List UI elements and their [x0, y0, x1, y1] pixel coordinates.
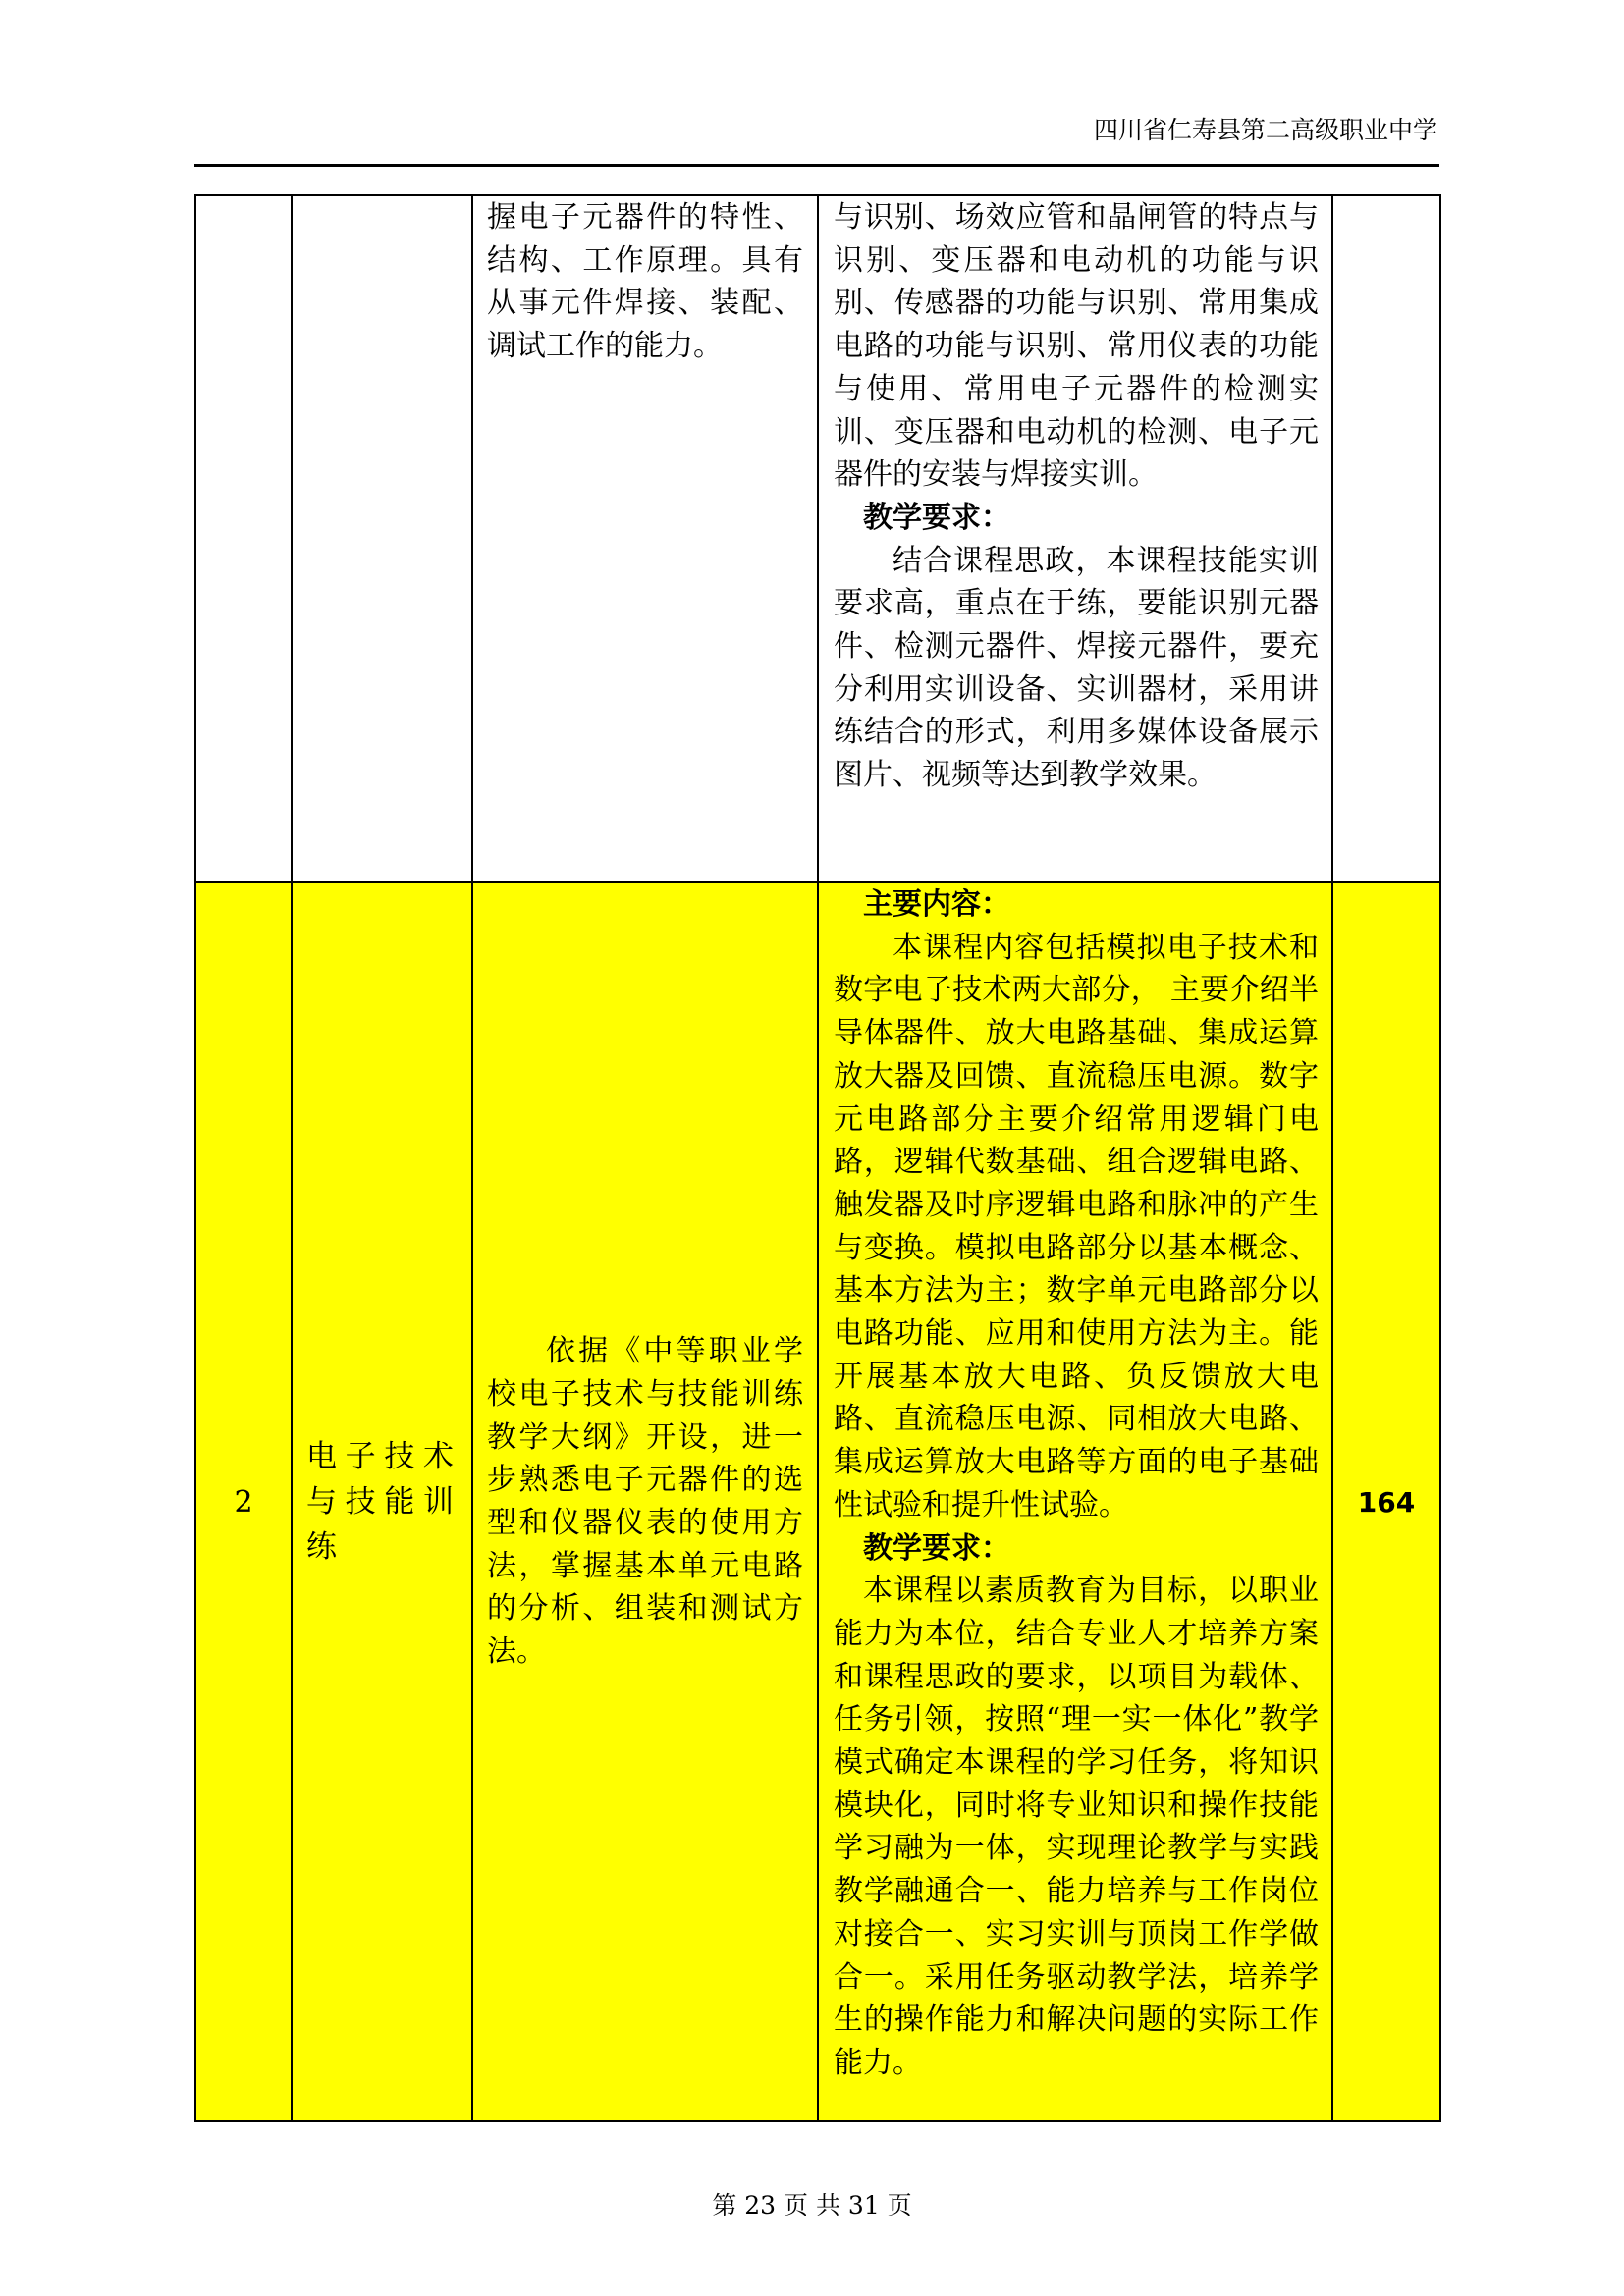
content-cell [818, 882, 1332, 2121]
objective-text: 依据《中等职业学校电子技术与技能训练教学大纲》开设，进一步熟悉电子元器件的选型和仪器仪表的使用方法，掌握基本单元电路的分析、组装和测试方法。 [487, 1334, 803, 1670]
requirements-heading: 教学要求： [863, 500, 1010, 535]
requirements-text: 结合课程思政，本课程技能实训要求高，重点在于练，要能识别元器件、检测元器件、焊接元器件，要充分利用实训设备、实训器材，采用讲练结合的形式，利用多媒体设备展示图片、视频等达到教学效果。 [834, 543, 1319, 793]
content-cell [818, 195, 1332, 882]
objective-cell [472, 882, 818, 2121]
course-name-cell [292, 882, 472, 2121]
header-divider [194, 164, 1439, 167]
table-row [195, 195, 1440, 882]
content-text: 与识别、场效应管和晶闸管的特点与识别、变压器和电动机的功能与识别、传感器的功能与识别、常用集成电路的功能与识别、常用仪表的功能与使用、常用电子元器件的检测实训、变压器和电动机的检测、电子元器件的安装与焊接实训。 [834, 200, 1319, 493]
hours-cell [1332, 195, 1440, 882]
objective-cell [472, 195, 818, 882]
number-cell [195, 195, 292, 882]
content-text: 本课程内容包括模拟电子技术和数字电子技术两大部分， 主要介绍半导体器件、放大电路基础、集成运算放大器及回馈、直流稳压电源。数字元电路部分主要介绍常用逻辑门电路，逻辑代数基础、组合逻辑电路、触发器及时序逻辑电路和脉冲的产生与变换。模拟电路部分以基本概念、基本方法为主；数字单元电路部分以电路功能、应用和使用方法为主。能开展基本放大电路、负反馈放大电路、直流稳压电源、同相放大电路、集成运算放大电路等方面的电子基础性试验和提升性试验。 [834, 930, 1319, 1522]
page-number-footer: 第 23 页 共 31 页 [712, 2191, 912, 2219]
table-row [195, 882, 1440, 2121]
hours-cell: 164 [1332, 882, 1440, 2121]
number-cell: 2 [195, 882, 292, 2121]
requirements-heading: 教学要求： [863, 1530, 1010, 1566]
course-table [194, 194, 1441, 2122]
objective-text: 握电子元器件的特性、结构、工作原理。具有从事元件焊接、装配、调试工作的能力。 [487, 200, 803, 364]
course-name-cell [292, 195, 472, 882]
requirements-text: 本课程以素质教育为目标，以职业能力为本位，结合专业人才培养方案和课程思政的要求，以项目为载体、任务引领，按照“理一实一体化”教学模式确定本课程的学习任务，将知识模块化，同时将专业知识和操作技能学习融为一体，实现理论教学与实践教学融通合一、能力培养与工作岗位对接合一、实习实训与顶岗工作学做合一。采用任务驱动教学法，培养学生的操作能力和解决问题的实际工作能力。 [834, 1574, 1319, 2080]
content-heading: 主要内容： [863, 887, 1010, 922]
document-header-school: 四川省仁寿县第二高级职业中学 [1093, 116, 1437, 144]
course-name-text: 电子技术与技能训练 [306, 1439, 458, 1565]
